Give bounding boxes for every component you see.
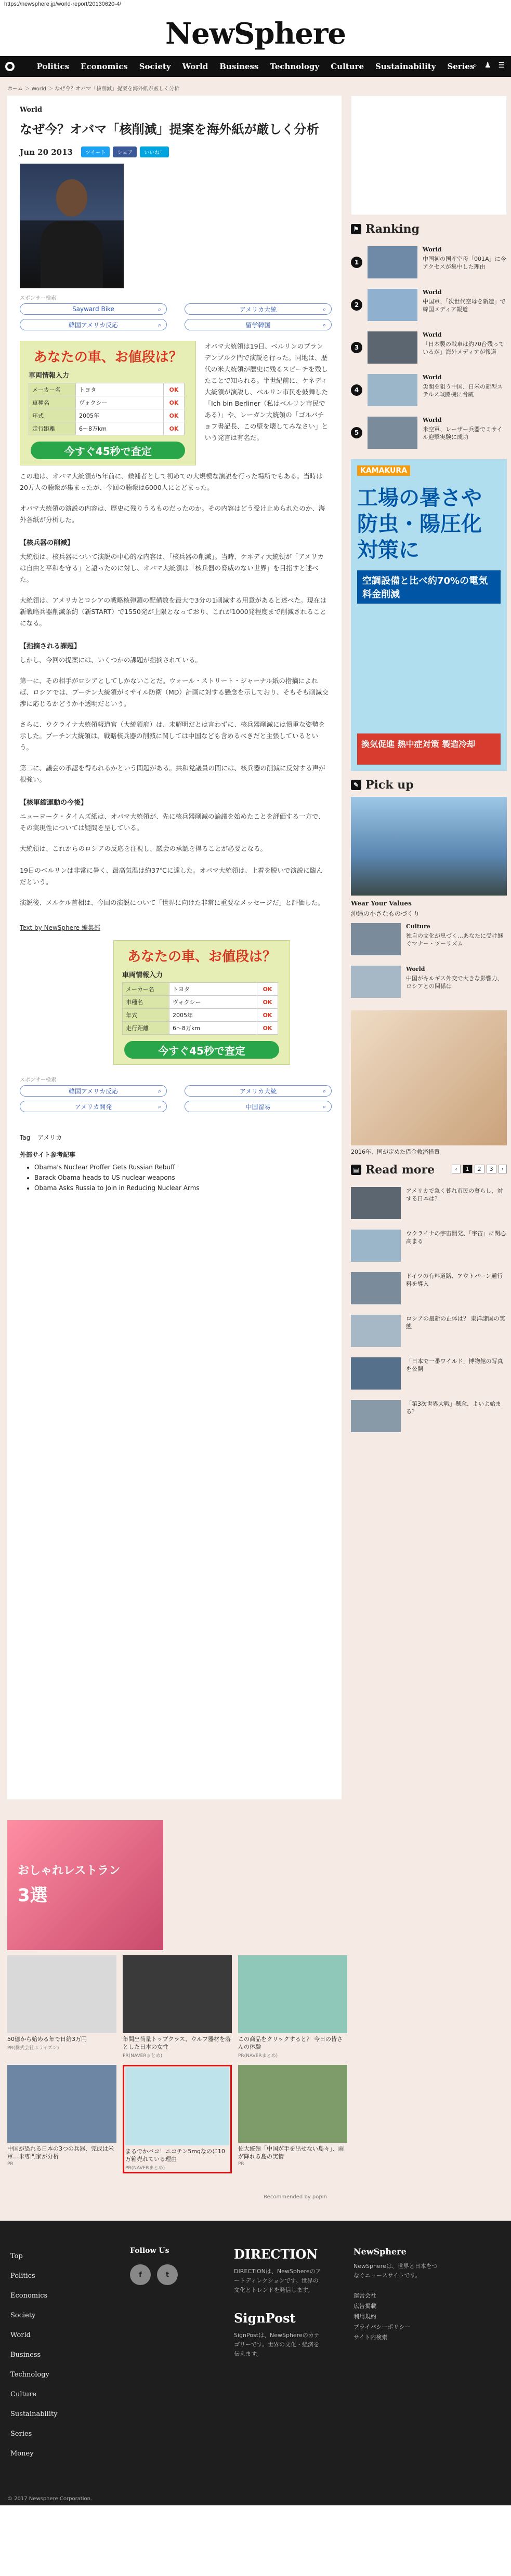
source-link[interactable]: Text by NewSphere 編集部 [20, 924, 100, 931]
pickup-meta [406, 923, 507, 955]
search-icon: ⌕ [322, 1103, 326, 1110]
rank-number: 3 [351, 342, 362, 353]
section-body [20, 811, 329, 855]
pickup-meta [406, 966, 507, 998]
keyword-label: Sayward Bike [72, 305, 114, 313]
pager-prev-icon[interactable]: ‹ [452, 1165, 460, 1173]
closing-body [20, 865, 329, 909]
money-ad-caption[interactable]: 2016年、国が定めた借金救済措置 [351, 1149, 440, 1155]
nav-item-business[interactable]: Business [219, 62, 259, 71]
vehicle-form-row [29, 383, 185, 396]
pickup-list [351, 918, 507, 1003]
ranking-title[interactable]: 中国初の国産空母「001A」に今アクセスが集中した理由 [423, 256, 506, 270]
pickup-item[interactable] [351, 918, 507, 960]
article-paragraph: 第二に、議会の承認を得られるかという問題がある。共和党議員の間には、核兵器の削減に反対する声が根強い。 [20, 764, 325, 783]
copyright: © 2017 Newsphere Corporation. [0, 2491, 511, 2505]
pickup-title[interactable]: 中国がキルギス外交で大きな影響力、ロシアとの関係は [406, 975, 503, 990]
external-link[interactable]: • Obama's Nuclear Proffer Gets Russian Rebuff [34, 1162, 329, 1172]
page-body [0, 77, 511, 2221]
article-category[interactable]: World [20, 106, 43, 114]
footer-nav-economics[interactable]: Economics [10, 2292, 48, 2300]
rank-number: 5 [351, 427, 362, 438]
main-nav [0, 56, 511, 77]
site-logo[interactable]: NewSphere [165, 17, 346, 51]
pickup-category: Culture [406, 923, 430, 930]
recommend-card[interactable] [238, 1955, 347, 2059]
search-icon[interactable]: ⌕ [473, 61, 477, 70]
pickup-icon: ✎ [351, 780, 361, 790]
keyword-label: 中国留易 [245, 1103, 271, 1111]
pager-page[interactable]: 1 [463, 1165, 473, 1173]
recommend-card[interactable] [238, 2065, 347, 2173]
footer-brand-name[interactable]: NewSphere [353, 2247, 407, 2257]
nav-item-technology[interactable]: Technology [270, 62, 320, 71]
article-paragraph: ニューヨーク・タイムズ紙は、オバマ大統領が、先に核兵器削減の論議を始めたことを評価する一方で、その実現性については疑問を呈している。 [20, 812, 325, 832]
search-icon: ⌕ [158, 306, 161, 313]
twitter-icon[interactable]: t [157, 2264, 178, 2285]
form-label: メーカー名 [123, 983, 169, 996]
form-value[interactable]: 6〜8万km [169, 1022, 257, 1035]
search-icon: ⌕ [158, 1103, 161, 1110]
recommend-title[interactable]: 50億から始める年で日給3万円 [7, 2036, 87, 2043]
form-value[interactable]: 2005年 [76, 409, 164, 422]
car-appraisal-ad[interactable] [113, 940, 290, 1065]
footer-link[interactable]: 広告掲載 [353, 2303, 376, 2310]
nav-item-economics[interactable]: Economics [81, 62, 128, 71]
ad-brand: KAMAKURA [357, 465, 410, 476]
readmore-item[interactable] [351, 1224, 507, 1267]
car-appraisal-ad[interactable] [20, 341, 196, 465]
tag-row [20, 1133, 329, 1142]
form-label: 年式 [123, 1009, 169, 1022]
footer-nav-society[interactable]: Society [10, 2312, 36, 2319]
recommend-image[interactable] [123, 1955, 232, 2033]
readmore-title[interactable]: ドイツの有料道路、アウトバーン通行料を導入 [406, 1273, 503, 1287]
recommend-source: PR(NAVERまとめ) [123, 2053, 163, 2059]
recommend-title[interactable]: 年間出荷量トップクラス、ウルフ器材を落とした日本の女性 [123, 2036, 231, 2050]
like-button[interactable]: いいね！ [140, 146, 169, 157]
keyword-search-top [20, 303, 332, 330]
form-value[interactable]: トヨタ [169, 983, 257, 996]
nav-item-sustainability[interactable]: Sustainability [375, 62, 436, 71]
nav-item-culture[interactable]: Culture [331, 62, 364, 71]
recommend-source: PR [7, 2161, 14, 2167]
form-status: OK [257, 1009, 278, 1022]
vehicle-form [122, 982, 278, 1035]
search-icon: ⌕ [158, 322, 161, 328]
section-heading: 【核兵器の削減】 [20, 539, 74, 547]
keyword-search-button[interactable] [185, 1101, 332, 1112]
readmore-item[interactable] [351, 1395, 507, 1437]
article-photo [20, 164, 124, 288]
ad-foot: 換気促進 熱中症対策 製造冷却 [357, 733, 501, 765]
ad-mid: 空調設備と比べ約70%の電気料金削減 [357, 570, 501, 604]
ranking-category: World [423, 289, 442, 296]
direction-desc: DIRECTIONは、NewSphereのアートディレクションです。世界の文化とトレンドを発信します。 [234, 2268, 321, 2293]
recommend-image[interactable] [7, 2065, 116, 2143]
recommend-source: PR(NAVERまとめ) [238, 2053, 278, 2059]
readmore-heading [351, 1156, 507, 1182]
ranking-category: World [423, 417, 442, 423]
signpost-desc: SignPostは、NewSphereのカテゴリーです。世界の文化・経済を伝えます。 [234, 2332, 320, 2357]
ad-subhead: 車両情報入力 [29, 372, 70, 380]
external-links-title: 外部サイト参考記事 [20, 1151, 76, 1158]
ranking-category: World [423, 246, 442, 253]
vehicle-form-row [29, 396, 185, 409]
form-status: OK [257, 996, 278, 1009]
ranking-title[interactable]: 尖閣を狙う中国、日米の新型ステルス戦闘機に脅威 [423, 383, 503, 398]
article-paragraph: 第一に、その相手がロシアとしてしかないことだ。ウォール・ストリート・ジャーナル紙の指摘によれば、ロシアでは、プーチン大統領がミサイル防衛（MD）計画に対する懸念を示しており、そもそも削減交渉に応じるかどうか不透明だという。 [20, 677, 329, 708]
pickup-thumbnail[interactable] [351, 923, 401, 955]
form-status: OK [164, 422, 185, 435]
keyword-label: 韓国アメリカ反応 [68, 1087, 119, 1095]
article-paragraph: オバマ大統領の演説の内容は、歴史に残りうるものだったのか。その内容はどう受け止められたのか、海外各紙が分析した。 [20, 504, 325, 524]
readmore-thumbnail[interactable] [351, 1230, 401, 1262]
ranking-title[interactable]: 「日本製の戦車は約70台残っているが」海外メディアが報道 [423, 341, 504, 355]
section-heading: 【核軍縮運動の今後】 [20, 799, 88, 807]
sidebar-ad-slot [351, 96, 507, 215]
form-status: OK [164, 409, 185, 422]
footer-brand [343, 2247, 463, 2475]
breadcrumb[interactable]: ホーム ＞ World ＞ なぜ今？オバマ「核削減」提案を海外紙が厳しく分析 [7, 86, 180, 92]
ranking-meta [423, 331, 507, 356]
footer-nav-politics[interactable]: Politics [10, 2272, 35, 2280]
footer-nav-technology[interactable]: Technology [10, 2371, 49, 2379]
ranking-item[interactable] [351, 369, 507, 411]
form-value[interactable]: 2005年 [169, 1009, 257, 1022]
footer-nav-top[interactable]: Top [10, 2252, 23, 2260]
pager-next-icon[interactable]: › [499, 1165, 507, 1173]
ranking-category: World [423, 374, 442, 381]
rec-hero-line1: おしゃれレストラン [18, 1864, 121, 1877]
recommend-source: PR(株式会社ホライズン) [7, 2046, 59, 2051]
form-label: 年式 [29, 409, 76, 422]
form-status: OK [257, 983, 278, 996]
recommend-section [0, 1799, 511, 2200]
recommend-title[interactable]: 中国が恐れる日本の3つの兵器、完成は米軍…米専門家が分析 [7, 2145, 114, 2160]
recommend-card[interactable] [123, 2065, 232, 2173]
footer-nav-sustainability[interactable]: Sustainability [10, 2410, 58, 2418]
vehicle-form-row [123, 1022, 278, 1035]
tweet-button[interactable]: ツイート [81, 146, 110, 157]
recommend-image[interactable] [125, 2067, 229, 2145]
ranking-meta [423, 374, 507, 398]
ranking-heading [351, 215, 507, 241]
appraisal-cta-button[interactable]: 今すぐ45秒で査定 [31, 442, 185, 459]
recommend-image[interactable] [238, 1955, 347, 2033]
ad-headline: あなたの車、お値段は？ [33, 350, 182, 365]
footer-link[interactable]: サイト内検索 [353, 2334, 388, 2341]
article-title: なぜ今？オバマ「核削減」提案を海外紙が厳しく分析 [20, 122, 319, 137]
recommend-title[interactable]: この商品をクリックすると？ 今日の皆さんの体験 [238, 2036, 343, 2050]
readmore-title-wrap [351, 1156, 435, 1182]
footer-nav [0, 2247, 120, 2475]
readmore-thumbnail[interactable] [351, 1187, 401, 1219]
recommend-image[interactable] [238, 2065, 347, 2143]
recommend-card[interactable] [7, 1955, 116, 2059]
readmore-thumbnail[interactable] [351, 1315, 401, 1347]
masthead [0, 9, 511, 56]
section-body [20, 551, 329, 629]
ranking-meta [423, 417, 507, 441]
footer-brand-desc: NewSphereは、世界と日本をつなぐニュースサイトです。 [353, 2263, 438, 2279]
readmore-title[interactable]: アメリカで急く暮れ市民の暮らし、対する日本は？ [406, 1187, 503, 1202]
pager-page[interactable]: 2 [475, 1165, 484, 1173]
form-status: OK [164, 396, 185, 409]
readmore-thumbnail[interactable] [351, 1357, 401, 1390]
rank-number: 1 [351, 257, 362, 268]
readmore-item[interactable] [351, 1310, 507, 1352]
readmore-pager [452, 1165, 507, 1173]
form-label: 走行距離 [29, 422, 76, 435]
recommend-grid [7, 1955, 504, 2173]
keyword-search-button[interactable] [185, 303, 332, 315]
keyword-search-button[interactable] [185, 319, 332, 330]
pickup-heading [351, 771, 507, 797]
footer-nav-culture[interactable]: Culture [10, 2391, 36, 2398]
article-paragraph: 19日のベルリンは非常に暑く、最高気温は約37℃に達した。オバマ大統領は、上着を脱いで演説に臨んだという。 [20, 866, 323, 886]
ranking-meta [423, 246, 507, 271]
ranking-thumbnail[interactable] [368, 331, 417, 364]
ranking-title: Ranking [365, 222, 420, 236]
footer-direction [224, 2247, 343, 2475]
keyword-search-button[interactable] [20, 303, 167, 315]
lead-text-block [204, 341, 329, 465]
keyword-label: アメリカ大統 [239, 305, 277, 313]
external-link[interactable]: • Obama Asks Russia to Join in Reducing Nuclear Arms [34, 1183, 329, 1193]
pickup-thumbnail[interactable] [351, 966, 401, 998]
keyword-search-bottom [20, 1085, 332, 1112]
pager-page[interactable]: 3 [487, 1165, 496, 1173]
readmore-thumbnail[interactable] [351, 1400, 401, 1432]
appraisal-cta-button[interactable]: 今すぐ45秒で査定 [124, 1041, 279, 1059]
ranking-item[interactable] [351, 326, 507, 369]
recommend-source: PR [238, 2161, 244, 2167]
footer-nav-world[interactable]: World [10, 2331, 31, 2339]
footer-link[interactable]: プライバシーポリシー [353, 2324, 411, 2330]
pickup-item[interactable] [351, 960, 507, 1003]
ranking-thumbnail[interactable] [368, 289, 417, 321]
search-icon: ⌕ [322, 1088, 326, 1095]
ranking-thumbnail[interactable] [368, 417, 417, 449]
direction-brand[interactable]: DIRECTION [234, 2247, 318, 2262]
form-label: メーカー名 [29, 383, 76, 396]
recommend-title[interactable]: 佐大統領「中国が手を出せない島々」、雨が降れる島の実情 [238, 2145, 344, 2160]
ranking-category: World [423, 331, 442, 338]
search-icon: ⌕ [322, 306, 326, 313]
social-icons [130, 2264, 213, 2285]
rec-hero-line2: 3選 [18, 1885, 48, 1906]
readmore-title[interactable]: ロシアの最新の正体は？ 東洋諸国の実態 [406, 1315, 505, 1330]
recommend-card[interactable] [7, 2065, 116, 2173]
keyword-search-button[interactable] [185, 1085, 332, 1097]
bottom-ad-wrap [113, 940, 329, 1065]
keyword-label: 韓国アメリカ反応 [68, 321, 119, 329]
form-label: 走行距離 [123, 1022, 169, 1035]
readmore-title: Read more [365, 1163, 435, 1177]
ranking-meta [423, 289, 507, 313]
columns [0, 96, 511, 1799]
readmore-title[interactable]: 「日本で一番ワイルド」博物館の写真を公開 [406, 1358, 503, 1372]
keyword-search-button[interactable] [20, 1101, 167, 1112]
ranking-thumbnail[interactable] [368, 374, 417, 406]
keyword-label: 留学韓国 [245, 321, 271, 329]
article-paragraph: 演説後、メルケル首相は、今回の演説について「世界に向けた非常に重要なメッセージだ」と評価した。 [20, 899, 324, 906]
pickup-title: Pick up [365, 778, 414, 792]
nav-item-society[interactable]: Society [139, 62, 171, 71]
recommend-card[interactable] [123, 1955, 232, 2059]
home-icon[interactable] [5, 62, 15, 71]
form-label: 車種名 [29, 396, 76, 409]
readmore-list [351, 1182, 507, 1437]
article-paragraph: この地は、オバマ大統領が5年前に、候補者として初めての大規模な演説を行った場所でもある。当時は20万人の聴衆が集まったが、今回の聴衆は6000人にとどまった。 [20, 472, 323, 491]
browser-url[interactable]: https://newsphere.jp/world-report/20130620-4/ [4, 1, 122, 7]
pickup-hero-image[interactable] [351, 797, 507, 896]
footer-link[interactable]: 利用規約 [353, 2313, 376, 2320]
form-label: 車種名 [123, 996, 169, 1009]
rank-number: 2 [351, 299, 362, 311]
nav-items [37, 62, 475, 71]
vehicle-form-row [123, 1009, 278, 1022]
kamakura-ad[interactable] [351, 459, 507, 771]
ranking-item[interactable] [351, 284, 507, 326]
footer-nav-money[interactable]: Money [10, 2450, 34, 2458]
ranking-list [351, 241, 507, 454]
recommend-image[interactable] [7, 1955, 116, 2033]
form-value[interactable]: トヨタ [76, 383, 164, 396]
article-paragraph: 大統領は、アメリカとロシアの戦略核弾頭の配備数を最大で3分の1削減する用意があると述べた。現在は新戦略兵器削減条約（新START）で1550発が上限となっており、これが1000発程度まで削減されることになる。 [20, 596, 327, 627]
article-meta [20, 146, 329, 157]
search-icon: ⌕ [158, 1088, 161, 1095]
form-value[interactable]: 6〜8万km [76, 422, 164, 435]
ranking-title[interactable]: 米空軍、レーザー兵器でミサイル迎撃実験に成功 [423, 426, 503, 441]
pickup-hero-label: Wear Your Values [351, 900, 412, 907]
ad-headline: あなたの車、お値段は？ [127, 949, 276, 965]
money-ad-image[interactable] [351, 1010, 507, 1145]
form-value[interactable]: ヴォクシー [169, 996, 257, 1009]
keyword-search-button[interactable] [20, 1085, 167, 1097]
vehicle-form-row [123, 996, 278, 1009]
ad-headline: 工場の暑さや防虫・陽圧化対策に [357, 486, 482, 562]
share-buttons [81, 146, 169, 157]
readmore-icon: ▤ [351, 1165, 361, 1175]
ranking-icon: ⚑ [351, 224, 361, 234]
readmore-item[interactable] [351, 1182, 507, 1224]
recommend-powered[interactable]: Recommended by popIn [264, 2194, 327, 2200]
vehicle-form-row [29, 422, 185, 435]
nav-item-politics[interactable]: Politics [36, 62, 70, 71]
vehicle-form-row [29, 409, 185, 422]
facebook-share-button[interactable]: シェア [113, 146, 137, 157]
article-paragraph: しかし、今回の提案には、いくつかの課題が指摘されている。 [20, 656, 202, 664]
recommend-hero-ad[interactable] [7, 1820, 163, 1950]
pickup-hero-title[interactable]: 沖縄の小さなものづくり [351, 910, 420, 917]
sponsor-label: スポンサー検索 [20, 296, 56, 301]
keyword-label: アメリカ開発 [74, 1103, 112, 1111]
readmore-item[interactable] [351, 1267, 507, 1310]
vehicle-form [29, 383, 185, 435]
article [7, 96, 342, 1799]
nav-item-series[interactable]: Series [447, 62, 475, 71]
lead-paragraph: オバマ大統領は19日、ベルリンのブランデンブルク門で演説を行った。同地は、歴代の米大統領が歴史に残るスピーチを残したことで知られる。半世紀前に、ケネディ大統領が演説し、ベルリン市民を鼓舞した「Ich bin Berliner（私はベルリン市民である）」や、レーガン大統領の「ゴルバチョフ書記長、この壁を壊してみなさい」という発言は有名だ。 [204, 342, 328, 442]
sponsor-label: スポンサー検索 [20, 1077, 56, 1083]
article-paragraph: さらに、ウクライナ大統領報道官（大統領府）は、未解明だとは言わずに、核兵器削減には慎重な姿勢を示した。プーチン大統領は、戦略核兵器の削減に関しては中国なども含めるべきだと主張しているという。 [20, 720, 325, 751]
facebook-icon[interactable]: f [130, 2264, 151, 2285]
sidebar [351, 96, 507, 1799]
lead-block [20, 341, 329, 465]
ad-subhead: 車両情報入力 [122, 971, 163, 979]
footer [0, 2221, 511, 2491]
form-value[interactable]: ヴォクシー [76, 396, 164, 409]
pickup-title[interactable]: 独自の文化が息づく…あなたに受け継ぐマナー・ツーリズム [406, 932, 503, 947]
tag-link[interactable]: アメリカ [37, 1134, 62, 1141]
readmore-thumbnail[interactable] [351, 1272, 401, 1304]
pickup-category: World [406, 966, 425, 972]
section-heading: 【指摘される課題】 [20, 643, 81, 650]
article-paragraph: 大統領は、これからのロシアの反応を注視し、議会の承認を得ることが必要となる。 [20, 845, 267, 852]
article-date: Jun 20 2013 [20, 147, 73, 157]
form-status: OK [164, 383, 185, 396]
form-status: OK [257, 1022, 278, 1035]
nav-tools [473, 61, 505, 70]
recommend-title[interactable]: まるでかバコ！ニコチン5mgなのに10万箱売れている理由 [125, 2148, 226, 2163]
footer-nav-series[interactable]: Series [10, 2430, 32, 2438]
section-body [20, 655, 329, 785]
footer-links [353, 2291, 452, 2343]
ranking-thumbnail[interactable] [368, 246, 417, 278]
article-paragraph: 大統領は、核兵器について演説の中心的な内容は、「核兵器の削減」。当時、ケネディ大統領が「アメリカは自由と平和を守る」と語ったのに対し、オバマ大統領は「核兵器の脅威のない世界」を目指すと述べた。 [20, 553, 324, 583]
external-links [20, 1162, 329, 1193]
follow-heading: Follow Us [130, 2247, 169, 2255]
ranking-title[interactable]: 中国軍、「次世代空母を新造」で韓国メディア報道 [423, 298, 506, 313]
recommend-source: PR(NAVERまとめ) [125, 2166, 165, 2171]
vehicle-form-row [123, 983, 278, 996]
footer-nav-business[interactable]: Business [10, 2351, 41, 2359]
footer-link[interactable]: 運営会社 [353, 2292, 376, 2299]
readmore-title[interactable]: 「第3次世界大戦」懸念、よいよ始まる？ [406, 1400, 501, 1415]
user-icon[interactable]: ♟ [484, 61, 491, 70]
nav-item-world[interactable]: World [182, 62, 208, 71]
tag-label: Tag [20, 1134, 31, 1141]
keyword-label: アメリカ大統 [239, 1087, 277, 1095]
ranking-item[interactable] [351, 241, 507, 284]
search-icon: ⌕ [322, 322, 326, 328]
external-link[interactable]: • Barack Obama heads to US nuclear weapons [34, 1172, 329, 1183]
menu-icon[interactable]: ☰ [498, 61, 505, 70]
footer-follow [120, 2247, 224, 2475]
signpost-brand[interactable]: SignPost [234, 2311, 296, 2326]
rank-number: 4 [351, 384, 362, 396]
readmore-item[interactable] [351, 1352, 507, 1395]
keyword-search-button[interactable] [20, 319, 167, 330]
ranking-item[interactable] [351, 411, 507, 454]
article-body [20, 471, 329, 526]
readmore-title[interactable]: ウクライナの宇宙開発、「宇宙」に関心高まる [406, 1230, 506, 1245]
